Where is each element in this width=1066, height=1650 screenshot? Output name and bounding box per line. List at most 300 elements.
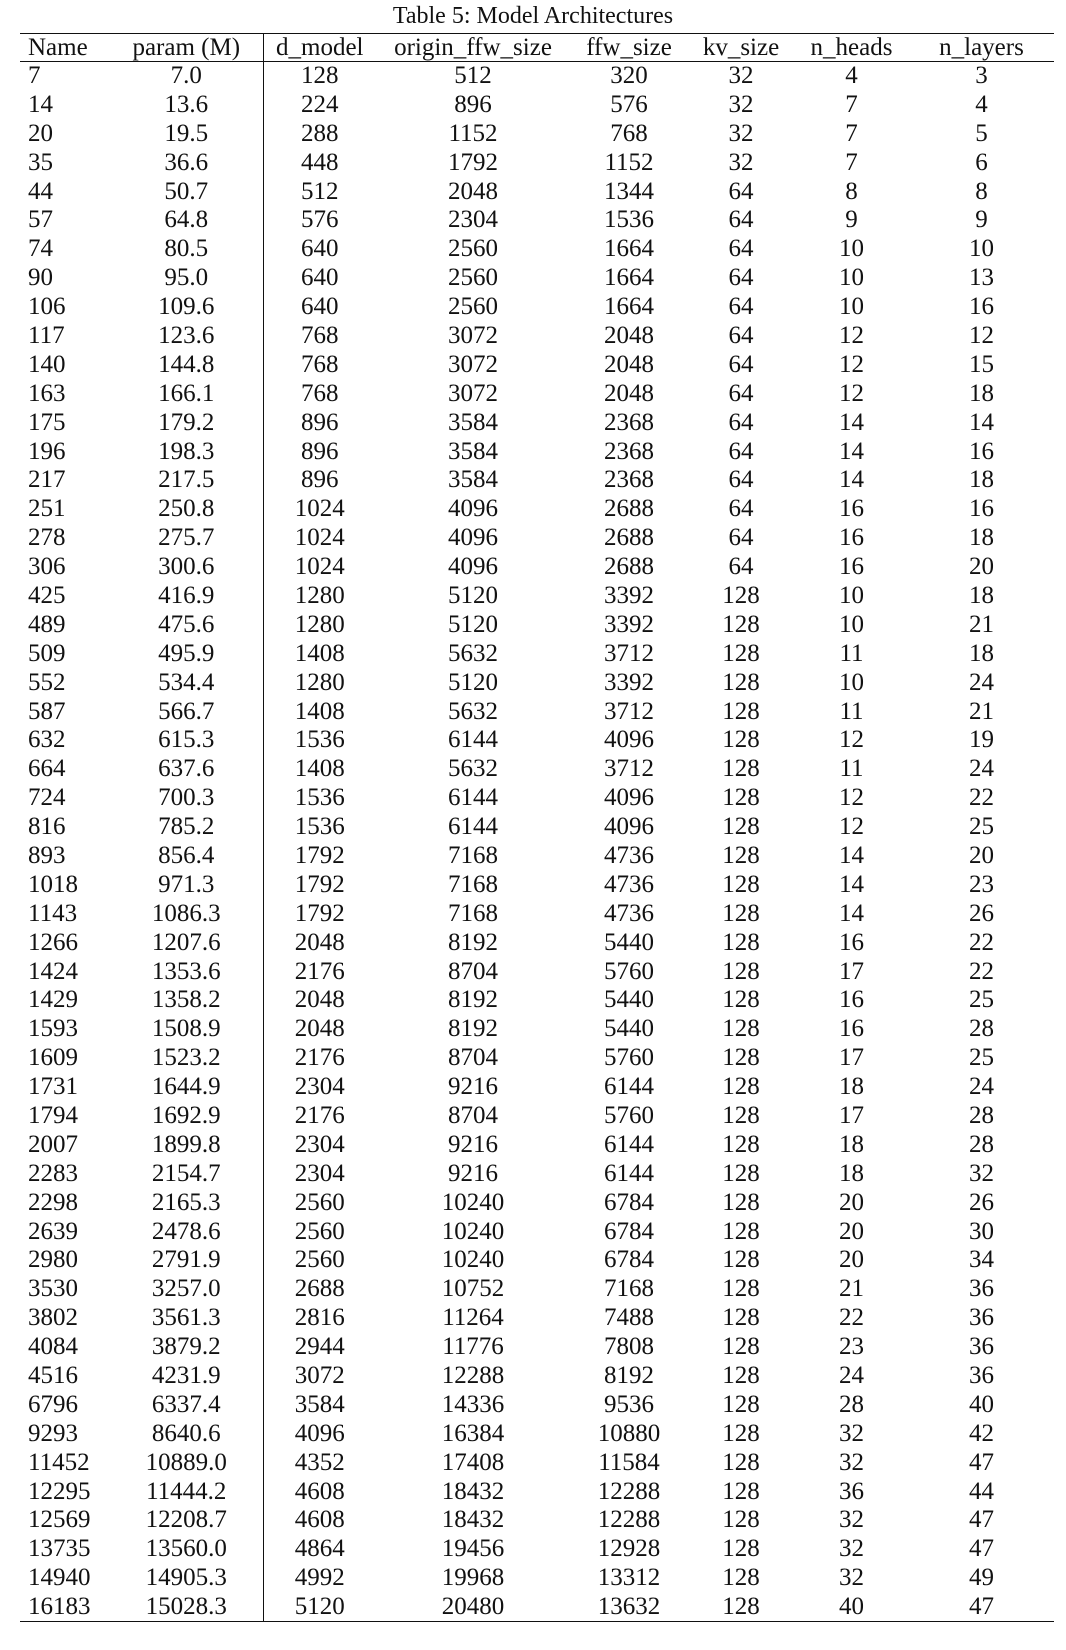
cell-origin-ffw-size: 12288: [441, 1362, 505, 1390]
cell-n-heads: 7: [845, 148, 858, 176]
cell-origin-ffw-size: 5120: [448, 610, 498, 638]
cell-name: 74: [28, 235, 53, 263]
cell-name: 13735: [28, 1535, 91, 1563]
cell-ffw-size: 1152: [604, 148, 654, 176]
cell-origin-ffw-size: 8704: [448, 957, 498, 985]
cell-ffw-size: 6784: [604, 1217, 654, 1245]
cell-d-model: 2176: [294, 957, 345, 985]
cell-n-layers: 18: [969, 639, 994, 667]
cell-name: 1593: [28, 1015, 78, 1043]
cell-kv-size: 128: [722, 1217, 760, 1245]
table-row: [20, 899, 1054, 928]
cell-d-model: 288: [301, 119, 339, 147]
cell-kv-size: 128: [722, 1564, 760, 1592]
cell-kv-size: 64: [728, 264, 754, 292]
cell-n-layers: 44: [969, 1477, 994, 1505]
cell-name: 2007: [28, 1130, 78, 1158]
cell-origin-ffw-size: 9216: [448, 1159, 498, 1187]
cell-kv-size: 64: [728, 206, 754, 234]
header-name: Name: [20, 34, 110, 62]
cell-param: 1086.3: [110, 899, 263, 928]
cell-d-model: 1280: [294, 668, 345, 696]
cell-ffw-size: 1664: [604, 293, 654, 321]
table-row: [20, 466, 1054, 495]
cell-n-heads: 9: [845, 206, 858, 234]
cell-n-heads: 14: [839, 841, 864, 869]
cell-kv-size: 64: [728, 379, 754, 407]
cell-param: 637.6: [110, 755, 263, 784]
cell-name: 306: [28, 553, 66, 581]
cell-n-heads: 12: [839, 784, 864, 812]
cell-origin-ffw-size: 11776: [442, 1333, 504, 1361]
cell-n-layers: 22: [969, 957, 994, 985]
table-header-row: [20, 34, 1054, 62]
cell-ffw-size: 2368: [604, 408, 654, 436]
cell-ffw-size: 12928: [597, 1535, 661, 1563]
cell-kv-size: 64: [728, 437, 754, 465]
cell-ffw-size: 2048: [604, 350, 654, 378]
cell-param: 971.3: [110, 870, 263, 899]
cell-n-layers: 13: [969, 264, 994, 292]
cell-param: 416.9: [110, 582, 263, 611]
cell-ffw-size: 3392: [604, 581, 654, 609]
table-row: [20, 726, 1054, 755]
table-row: [20, 1448, 1054, 1477]
cell-origin-ffw-size: 5120: [448, 581, 498, 609]
cell-kv-size: 128: [722, 1477, 760, 1505]
cell-n-heads: 32: [839, 1506, 864, 1534]
table-row: [20, 1564, 1054, 1593]
cell-param: 109.6: [110, 293, 263, 322]
cell-n-layers: 40: [969, 1390, 994, 1418]
table-row: [20, 264, 1054, 293]
cell-param: 179.2: [110, 408, 263, 437]
cell-kv-size: 128: [688, 1593, 794, 1622]
model-architectures-table: [20, 33, 1054, 1622]
cell-param: 1358.2: [110, 986, 263, 1015]
cell-ffw-size: 6144: [604, 1159, 654, 1187]
cell-origin-ffw-size: 3584: [448, 466, 498, 494]
cell-n-layers: 19: [969, 726, 994, 754]
cell-d-model: 512: [301, 177, 339, 205]
cell-name: 140: [28, 350, 66, 378]
cell-d-model: 2944: [294, 1333, 345, 1361]
table-row: [20, 293, 1054, 322]
cell-kv-size: 128: [722, 1130, 760, 1158]
cell-d-model: 2048: [294, 986, 345, 1014]
cell-n-layers: 21: [969, 610, 994, 638]
cell-n-layers: 36: [969, 1333, 994, 1361]
table-row: [20, 553, 1054, 582]
cell-kv-size: 64: [728, 235, 754, 263]
table-row: [20, 119, 1054, 148]
table-row: [20, 62, 1054, 91]
cell-origin-ffw-size: 896: [454, 90, 492, 118]
cell-param: 198.3: [110, 437, 263, 466]
cell-n-heads: 20: [839, 1217, 864, 1245]
cell-d-model: 640: [301, 264, 339, 292]
header-kv-size: kv_size: [688, 34, 794, 62]
table-row: [20, 582, 1054, 611]
table-row: [20, 842, 1054, 871]
cell-kv-size: 128: [722, 784, 760, 812]
table-row: [20, 870, 1054, 899]
cell-param: 1692.9: [110, 1102, 263, 1131]
cell-n-layers: 26: [969, 899, 994, 927]
cell-name: 35: [28, 148, 53, 176]
table-row: [20, 784, 1054, 813]
cell-kv-size: 64: [728, 466, 754, 494]
cell-n-heads: 36: [839, 1477, 864, 1505]
cell-n-layers: 24: [969, 668, 994, 696]
table-row: [20, 1044, 1054, 1073]
cell-param: 856.4: [110, 842, 263, 871]
cell-ffw-size: 1536: [604, 206, 654, 234]
cell-name: 11452: [28, 1448, 90, 1476]
cell-origin-ffw-size: 11264: [442, 1304, 504, 1332]
cell-name: 2298: [28, 1188, 78, 1216]
header-n-heads: n_heads: [794, 34, 909, 62]
cell-param: 15028.3: [110, 1593, 263, 1622]
cell-param: 700.3: [110, 784, 263, 813]
cell-origin-ffw-size: 1152: [448, 119, 498, 147]
cell-n-layers: 5: [975, 119, 988, 147]
cell-origin-ffw-size: 2048: [448, 177, 498, 205]
cell-param: 785.2: [110, 813, 263, 842]
cell-origin-ffw-size: 5632: [448, 755, 498, 783]
cell-ffw-size: 5760: [604, 1044, 654, 1072]
cell-d-model: 2560: [294, 1246, 345, 1274]
cell-param: 123.6: [110, 322, 263, 351]
cell-origin-ffw-size: 8192: [448, 986, 498, 1014]
table-body: [20, 62, 1054, 1622]
cell-kv-size: 128: [722, 1159, 760, 1187]
cell-ffw-size: 7808: [604, 1333, 654, 1361]
cell-ffw-size: 12288: [597, 1506, 661, 1534]
cell-ffw-size: 1344: [604, 177, 654, 205]
cell-name: 1609: [28, 1044, 78, 1072]
cell-n-layers: 23: [969, 870, 994, 898]
table-row: [20, 1073, 1054, 1102]
cell-origin-ffw-size: 19456: [441, 1535, 505, 1563]
cell-n-heads: 14: [839, 870, 864, 898]
cell-n-layers: 18: [969, 581, 994, 609]
cell-ffw-size: 5760: [604, 957, 654, 985]
cell-ffw-size: 4736: [604, 899, 654, 927]
cell-name: 724: [28, 784, 66, 812]
cell-param: 615.3: [110, 726, 263, 755]
cell-ffw-size: 3712: [604, 639, 654, 667]
cell-n-layers: 36: [969, 1275, 994, 1303]
cell-n-layers: 28: [969, 1102, 994, 1129]
cell-kv-size: 64: [728, 524, 754, 552]
cell-name: 278: [28, 524, 66, 552]
cell-name: 12569: [28, 1506, 91, 1534]
cell-ffw-size: 6144: [604, 1073, 654, 1101]
cell-kv-size: 128: [722, 899, 760, 927]
cell-kv-size: 64: [728, 408, 754, 436]
cell-n-layers: 47: [909, 1593, 1054, 1622]
table-row: [20, 986, 1054, 1015]
table-row: [20, 408, 1054, 437]
cell-name: 1429: [28, 986, 78, 1014]
cell-kv-size: 128: [722, 1015, 760, 1043]
cell-n-heads: 7: [845, 119, 858, 147]
cell-name: 893: [28, 841, 66, 869]
cell-name: 509: [28, 639, 66, 667]
header-ffw-size: ffw_size: [570, 34, 688, 62]
cell-origin-ffw-size: 8704: [448, 1102, 498, 1129]
table-row: [20, 610, 1054, 639]
cell-n-heads: 18: [839, 1159, 864, 1187]
cell-origin-ffw-size: 10240: [441, 1246, 505, 1274]
cell-ffw-size: 6784: [604, 1246, 654, 1274]
cell-d-model: 1792: [294, 841, 345, 869]
cell-n-layers: 12: [969, 321, 994, 349]
cell-name: 552: [28, 668, 66, 696]
cell-origin-ffw-size: 8192: [448, 928, 498, 956]
cell-ffw-size: 2688: [604, 524, 654, 552]
cell-d-model: 1024: [294, 495, 345, 523]
cell-n-layers: 47: [969, 1535, 994, 1563]
cell-d-model: 896: [301, 437, 339, 465]
cell-n-layers: 16: [969, 293, 994, 321]
table-row: [20, 350, 1054, 379]
cell-n-heads: 10: [839, 610, 864, 638]
cell-n-layers: 49: [969, 1564, 994, 1592]
cell-origin-ffw-size: 7168: [448, 841, 498, 869]
cell-origin-ffw-size: 6144: [448, 726, 498, 754]
cell-ffw-size: 1664: [604, 264, 654, 292]
cell-name: 2980: [28, 1246, 78, 1274]
cell-ffw-size: 13632: [570, 1593, 688, 1622]
cell-ffw-size: 1664: [604, 235, 654, 263]
cell-n-heads: 22: [839, 1304, 864, 1332]
cell-d-model: 1792: [294, 870, 345, 898]
cell-param: 534.4: [110, 668, 263, 697]
table-row: [20, 1419, 1054, 1448]
cell-kv-size: 128: [722, 928, 760, 956]
cell-origin-ffw-size: 5120: [448, 668, 498, 696]
cell-d-model: 768: [301, 350, 339, 378]
cell-d-model: 2048: [294, 928, 345, 956]
table-row: [20, 813, 1054, 842]
cell-origin-ffw-size: 4096: [448, 524, 498, 552]
cell-ffw-size: 10880: [597, 1419, 661, 1447]
cell-origin-ffw-size: 14336: [441, 1390, 505, 1418]
cell-kv-size: 128: [722, 1390, 760, 1418]
cell-ffw-size: 7488: [604, 1304, 654, 1332]
cell-name: 175: [28, 408, 66, 436]
cell-n-heads: 17: [839, 957, 864, 985]
cell-name: 816: [28, 813, 66, 841]
cell-n-heads: 11: [839, 697, 864, 725]
cell-param: 2154.7: [110, 1159, 263, 1188]
cell-ffw-size: 5760: [604, 1102, 654, 1129]
cell-n-heads: 7: [845, 90, 858, 118]
cell-d-model: 768: [301, 379, 339, 407]
cell-origin-ffw-size: 7168: [448, 870, 498, 898]
header-n-layers: n_layers: [909, 34, 1054, 62]
cell-kv-size: 128: [722, 813, 760, 841]
cell-param: 144.8: [110, 350, 263, 379]
cell-origin-ffw-size: 2304: [448, 206, 498, 234]
cell-name: 2639: [28, 1217, 78, 1245]
cell-n-heads: 8: [845, 177, 858, 205]
cell-n-heads: 23: [839, 1333, 864, 1361]
cell-n-heads: 28: [839, 1390, 864, 1418]
cell-ffw-size: 2368: [604, 466, 654, 494]
cell-name: 14940: [28, 1564, 91, 1592]
cell-n-layers: 25: [969, 986, 994, 1014]
cell-ffw-size: 3712: [604, 697, 654, 725]
table-row: [20, 697, 1054, 726]
cell-origin-ffw-size: 3584: [448, 408, 498, 436]
cell-origin-ffw-size: 7168: [448, 899, 498, 927]
cell-name: 425: [28, 581, 66, 609]
cell-kv-size: 128: [722, 841, 760, 869]
cell-param: 3257.0: [110, 1275, 263, 1304]
cell-origin-ffw-size: 9216: [448, 1073, 498, 1101]
cell-n-layers: 14: [969, 408, 994, 436]
cell-param: 80.5: [110, 235, 263, 264]
cell-d-model: 1408: [294, 755, 345, 783]
cell-d-model: 1408: [294, 697, 345, 725]
cell-param: 3561.3: [110, 1304, 263, 1333]
cell-n-layers: 10: [969, 235, 994, 263]
cell-n-layers: 21: [969, 697, 994, 725]
cell-d-model: 1536: [294, 784, 345, 812]
cell-ffw-size: 5440: [604, 1015, 654, 1043]
cell-n-layers: 24: [969, 755, 994, 783]
cell-ffw-size: 4096: [604, 813, 654, 841]
header-d-model: d_model: [263, 34, 376, 62]
cell-kv-size: 128: [722, 1506, 760, 1534]
cell-n-heads: 12: [839, 350, 864, 378]
cell-param: 11444.2: [110, 1477, 263, 1506]
table-row: [20, 1159, 1054, 1188]
cell-param: 1523.2: [110, 1044, 263, 1073]
cell-param: 6337.4: [110, 1390, 263, 1419]
cell-kv-size: 128: [722, 1362, 760, 1390]
cell-name: 489: [28, 610, 66, 638]
cell-ffw-size: 13312: [597, 1564, 661, 1592]
cell-name: 196: [28, 437, 66, 465]
cell-ffw-size: 2688: [604, 495, 654, 523]
cell-ffw-size: 768: [610, 119, 648, 147]
cell-origin-ffw-size: 6144: [448, 784, 498, 812]
cell-n-heads: 14: [839, 408, 864, 436]
cell-param: 217.5: [110, 466, 263, 495]
cell-n-layers: 6: [975, 148, 988, 176]
cell-n-layers: 47: [969, 1506, 994, 1534]
cell-ffw-size: 7168: [604, 1275, 654, 1303]
table-row: [20, 1275, 1054, 1304]
cell-kv-size: 128: [722, 1188, 760, 1216]
cell-n-layers: 18: [969, 466, 994, 494]
cell-param: 300.6: [110, 553, 263, 582]
cell-param: 36.6: [110, 148, 263, 177]
table-row: [20, 928, 1054, 957]
table-row: [20, 379, 1054, 408]
cell-kv-size: 128: [722, 639, 760, 667]
cell-n-layers: 22: [969, 784, 994, 812]
cell-n-layers: 15: [969, 350, 994, 378]
cell-param: 2478.6: [110, 1217, 263, 1246]
table-row: [20, 90, 1054, 119]
cell-name: 664: [28, 755, 66, 783]
cell-origin-ffw-size: 10240: [441, 1188, 505, 1216]
cell-param: 2165.3: [110, 1188, 263, 1217]
cell-n-layers: 36: [969, 1304, 994, 1332]
table-row: [20, 1477, 1054, 1506]
cell-param: 1353.6: [110, 957, 263, 986]
cell-n-heads: 32: [839, 1448, 864, 1476]
cell-n-heads: 10: [839, 235, 864, 263]
cell-n-layers: 4: [975, 90, 988, 118]
table-row: [20, 1217, 1054, 1246]
cell-kv-size: 128: [722, 1073, 760, 1101]
cell-name: 217: [28, 466, 66, 494]
cell-d-model: 896: [301, 408, 339, 436]
cell-name: 251: [28, 495, 66, 523]
cell-kv-size: 128: [722, 726, 760, 754]
cell-name: 12295: [28, 1477, 91, 1505]
cell-n-heads: 10: [839, 668, 864, 696]
cell-name: 1731: [28, 1073, 78, 1101]
cell-name: 57: [28, 206, 53, 234]
cell-d-model: 4992: [294, 1564, 345, 1592]
cell-name: 90: [28, 264, 53, 292]
cell-n-layers: 36: [969, 1362, 994, 1390]
cell-name: 44: [28, 177, 53, 205]
table-row: [20, 1390, 1054, 1419]
cell-n-heads: 12: [839, 379, 864, 407]
table-row: [20, 177, 1054, 206]
cell-origin-ffw-size: 10240: [441, 1217, 505, 1245]
cell-ffw-size: 3712: [604, 755, 654, 783]
cell-name: 3802: [28, 1304, 78, 1332]
cell-d-model: 4608: [294, 1477, 345, 1505]
cell-name: 106: [28, 293, 66, 321]
cell-n-layers: 26: [969, 1188, 994, 1216]
cell-origin-ffw-size: 19968: [441, 1564, 505, 1592]
cell-n-heads: 16: [839, 524, 864, 552]
cell-ffw-size: 8192: [604, 1362, 654, 1390]
table-row: [20, 1246, 1054, 1275]
cell-ffw-size: 4736: [604, 841, 654, 869]
cell-kv-size: 128: [722, 957, 760, 985]
cell-n-heads: 12: [839, 726, 864, 754]
cell-ffw-size: 576: [610, 90, 648, 118]
cell-n-heads: 10: [839, 581, 864, 609]
cell-ffw-size: 4096: [604, 784, 654, 812]
cell-kv-size: 128: [722, 1419, 760, 1447]
cell-n-heads: 11: [839, 639, 864, 667]
cell-kv-size: 64: [728, 553, 754, 581]
table-row: [20, 1130, 1054, 1159]
cell-kv-size: 128: [722, 1535, 760, 1563]
cell-d-model: 1408: [294, 639, 345, 667]
table-row: [20, 148, 1054, 177]
cell-param: 50.7: [110, 177, 263, 206]
cell-param: 19.5: [110, 119, 263, 148]
table-row: [20, 1506, 1054, 1535]
cell-param: 95.0: [110, 264, 263, 293]
cell-n-layers: 3: [975, 62, 988, 90]
cell-ffw-size: 3392: [604, 610, 654, 638]
cell-origin-ffw-size: 5632: [448, 639, 498, 667]
